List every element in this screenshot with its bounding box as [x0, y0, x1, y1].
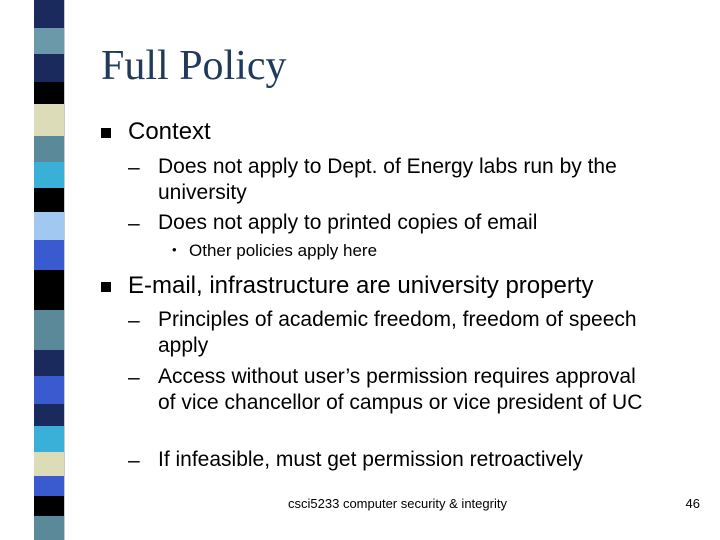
stripe-segment [34, 376, 64, 404]
stripe-segment [34, 104, 64, 136]
bullet-square-icon [101, 282, 111, 292]
stripe-segment [34, 426, 64, 452]
sub-bullet-printed-copies: Does not apply to printed copies of email [158, 211, 538, 234]
stripe-segment [34, 476, 64, 496]
stripe-segment [34, 350, 64, 376]
stripe-segment [34, 404, 64, 426]
slide-title: Full Policy [101, 43, 287, 89]
stripe-segment [34, 496, 64, 516]
stripe-segment [34, 82, 64, 104]
sub-bullet-retroactive: If infeasible, must get permission retroactively [158, 448, 583, 471]
page-number: 46 [685, 496, 700, 511]
stripe-segment [34, 310, 64, 350]
dash-icon: – [128, 212, 140, 235]
dot-icon: • [172, 242, 177, 257]
bullet-email-property: E-mail, infrastructure are university property [128, 272, 594, 299]
dash-icon: – [128, 449, 140, 472]
bullet-square-icon [101, 128, 111, 138]
bullet-context: Context [128, 118, 211, 145]
stripe-segment [34, 212, 64, 240]
stripe-segment [34, 270, 64, 310]
sub-bullet-doe-labs: Does not apply to Dept. of Energy labs run by the university [158, 155, 617, 204]
sub-bullet-academic-freedom: Principles of academic freedom, freedom of speech apply [158, 308, 637, 357]
stripe-segment [34, 452, 64, 476]
sub-bullet-access-permission: Access without user’s permission requires approval of vice chancellor of campus or vice president of UC [158, 365, 643, 414]
stripe-segment [34, 162, 64, 188]
sub-sub-bullet-other-policies: Other policies apply here [189, 241, 378, 260]
dash-icon: – [128, 366, 140, 389]
dash-icon: – [128, 156, 140, 179]
stripe-segment [34, 516, 64, 540]
stripe-segment [34, 54, 64, 82]
footer-course: csci5233 computer security & integrity [288, 496, 507, 511]
stripe-segment [34, 188, 64, 212]
stripe-segment [34, 28, 64, 54]
stripe-divider [64, 0, 65, 540]
decorative-stripe [0, 0, 64, 540]
dash-icon: – [128, 309, 140, 332]
stripe-segment [34, 240, 64, 270]
stripe-segment [34, 136, 64, 162]
stripe-segment [34, 0, 64, 28]
